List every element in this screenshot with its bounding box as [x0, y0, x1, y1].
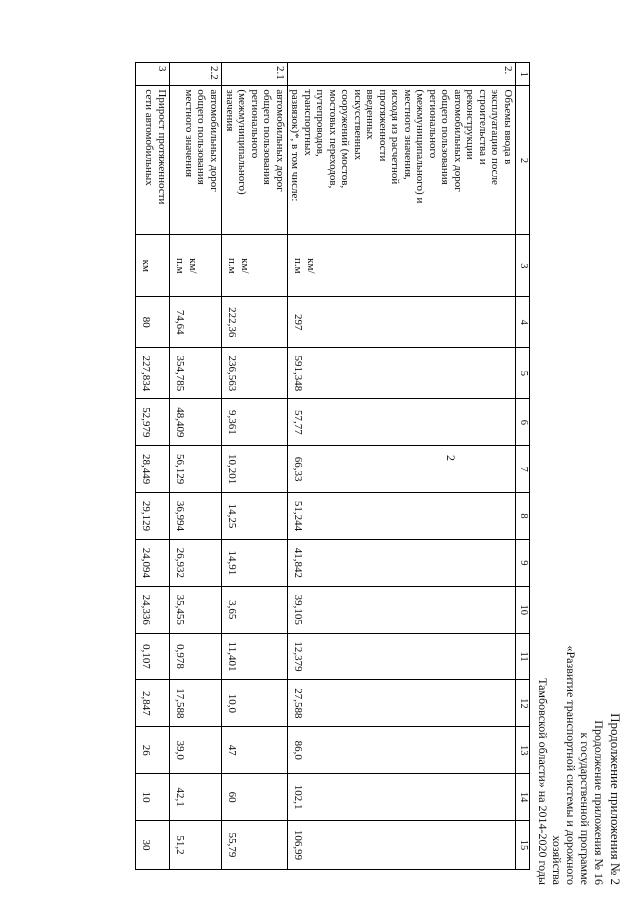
- row-value-col-7: 10,201: [222, 446, 288, 493]
- row-value-col-7: 66,33: [288, 446, 516, 493]
- row-value-col-14: 10: [136, 774, 170, 821]
- row-value-col-6: 52,979: [136, 399, 170, 446]
- row-value-col-13: 47: [222, 727, 288, 774]
- row-value-col-10: 24,336: [136, 586, 170, 633]
- header-line-1: Продолжение приложения № 2: [608, 713, 623, 885]
- header-line-5: Тамбовской области» на 2014-2020 годы: [536, 678, 550, 885]
- table-row: [222, 63, 288, 870]
- row-number: 3: [136, 63, 170, 86]
- row-value-col-8: 51,244: [288, 493, 516, 540]
- column-number-2: 2: [516, 86, 530, 235]
- document-header: [536, 610, 622, 885]
- row-value-col-9: 14,91: [222, 539, 288, 586]
- row-value-col-9: 26,932: [170, 539, 222, 586]
- column-number-13: 13: [516, 727, 530, 774]
- row-value-col-8: 36,994: [170, 493, 222, 540]
- row-value-col-6: 9,361: [222, 399, 288, 446]
- row-indicator-name: автомобильных дорог общего пользования местного значения: [170, 86, 222, 235]
- row-indicator-name: автомобильных дорог общего пользования регионального (межмуниципального) значения: [222, 86, 288, 235]
- column-number-8: 8: [516, 493, 530, 540]
- row-value-col-15: 106,99: [288, 820, 516, 869]
- column-number-3: 3: [516, 235, 530, 297]
- row-value-col-11: 0,978: [170, 633, 222, 680]
- row-value-col-4: 74,64: [170, 297, 222, 348]
- row-value-col-13: 39,0: [170, 727, 222, 774]
- column-number-5: 5: [516, 348, 530, 399]
- row-value-col-15: 30: [136, 820, 170, 869]
- column-number-1: 1: [516, 63, 530, 86]
- column-number-11: 11: [516, 633, 530, 680]
- row-unit: км/ п.м: [222, 235, 288, 297]
- row-value-col-13: 86,0: [288, 727, 516, 774]
- row-indicator-name: Объемы ввода в эксплуатацию после строительства и реконструкции автомобильных дорог общего пользования регионального (межмуниципального) и местного значения, исходя из расчетной протяженности введенных искусственных сооружений (мостов, мостовых переходов, путепроводов, транспортных развязок)*, в том числе:: [288, 86, 516, 235]
- row-value-col-4: 80: [136, 297, 170, 348]
- row-value-col-11: 0,107: [136, 633, 170, 680]
- row-value-col-5: 236,563: [222, 348, 288, 399]
- row-value-col-7: 56,129: [170, 446, 222, 493]
- column-number-6: 6: [516, 399, 530, 446]
- row-unit: км: [136, 235, 170, 297]
- row-value-col-5: 591,348: [288, 348, 516, 399]
- row-value-col-11: 12,379: [288, 633, 516, 680]
- row-value-col-12: 2,847: [136, 680, 170, 727]
- column-number-9: 9: [516, 539, 530, 586]
- row-unit: км/ п.м: [170, 235, 222, 297]
- row-value-col-10: 39,105: [288, 586, 516, 633]
- row-unit: км/ п.м: [288, 235, 516, 297]
- row-value-col-8: 14,25: [222, 493, 288, 540]
- row-value-col-5: 354,785: [170, 348, 222, 399]
- row-value-col-8: 29,129: [136, 493, 170, 540]
- row-value-col-7: 28,449: [136, 446, 170, 493]
- row-value-col-12: 17,588: [170, 680, 222, 727]
- header-line-3: к государственной программе: [578, 732, 592, 885]
- row-value-col-12: 27,588: [288, 680, 516, 727]
- row-value-col-6: 57,77: [288, 399, 516, 446]
- row-value-col-12: 10,0: [222, 680, 288, 727]
- row-value-col-10: 35,455: [170, 586, 222, 633]
- row-value-col-9: 41,842: [288, 539, 516, 586]
- row-value-col-14: 42,1: [170, 774, 222, 821]
- row-value-col-14: 102,1: [288, 774, 516, 821]
- column-number-15: 15: [516, 820, 530, 869]
- column-number-4: 4: [516, 297, 530, 348]
- column-number-12: 12: [516, 680, 530, 727]
- column-number-7: 7: [516, 446, 530, 493]
- header-line-2: Продолжение приложения № 16: [592, 720, 606, 885]
- row-value-col-15: 55,79: [222, 820, 288, 869]
- row-indicator-name: Прирост протяженности сети автомобильных: [136, 86, 170, 235]
- row-value-col-13: 26: [136, 727, 170, 774]
- page-number: 2: [444, 455, 458, 461]
- column-number-row: [516, 63, 530, 870]
- row-value-col-15: 51,2: [170, 820, 222, 869]
- row-value-col-9: 24,094: [136, 539, 170, 586]
- row-value-col-4: 222,36: [222, 297, 288, 348]
- row-value-col-10: 3,65: [222, 586, 288, 633]
- row-number: 2.2: [170, 63, 222, 86]
- row-value-col-14: 60: [222, 774, 288, 821]
- table-row: [136, 63, 170, 870]
- row-value-col-5: 227,834: [136, 348, 170, 399]
- row-number: 2.1: [222, 63, 288, 86]
- column-number-10: 10: [516, 586, 530, 633]
- indicators-table: [135, 62, 530, 870]
- table-row: [170, 63, 222, 870]
- table-body: [136, 63, 530, 870]
- row-number: 2.: [288, 63, 516, 86]
- header-line-4: «Развитие транспортной системы и дорожного хозяйства: [550, 645, 578, 885]
- row-value-col-4: 297: [288, 297, 516, 348]
- row-value-col-11: 11,401: [222, 633, 288, 680]
- table-row: [288, 63, 516, 870]
- column-number-14: 14: [516, 774, 530, 821]
- row-value-col-6: 48,409: [170, 399, 222, 446]
